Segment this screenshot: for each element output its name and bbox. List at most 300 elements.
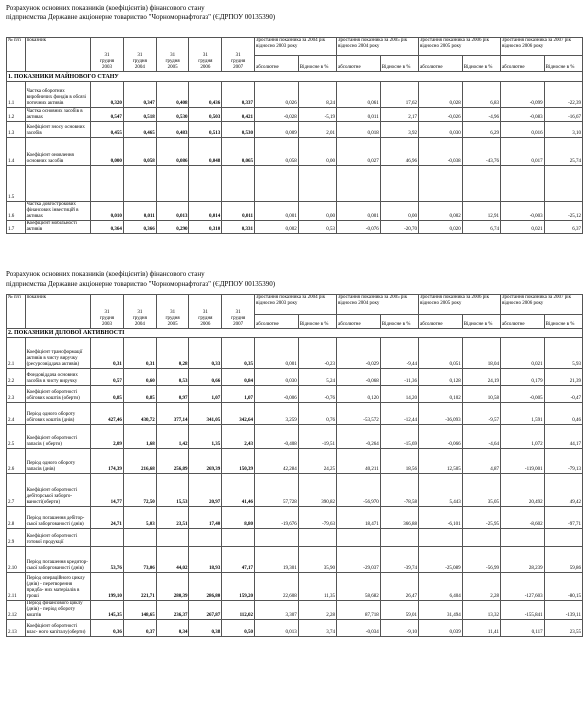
header-absolute: абсолютне [500,315,544,329]
row-value: 0,310 [189,221,222,234]
row-absolute: 0,001 [255,338,299,369]
row-relative: 4,87 [462,449,500,474]
row-value: 72,50 [123,474,156,507]
row-absolute: 0,051 [418,338,462,369]
header-growth-group: Зростання показника за 2006 рік відносно 2005 року [418,295,500,315]
row-relative: 2,17 [380,108,418,122]
row-number: 1.2 [7,108,26,122]
header-relative: Відносне в % [462,315,500,329]
table-row [7,122,583,138]
row-relative: 11,41 [462,620,500,637]
header-absolute: абсолютне [500,56,544,72]
row-relative: -9,57 [462,403,500,425]
header-year: 31 грудня 2003 [91,38,124,72]
row-value: 0,337 [222,82,255,108]
table-row [7,573,583,601]
row-absolute: -8,602 [500,507,544,529]
table1 [6,37,583,234]
row-absolute: -0,066 [418,425,462,449]
row-absolute: 5,443 [418,474,462,507]
row-value: 377,14 [156,403,189,425]
row-absolute [500,166,544,202]
row-value: 0,60 [123,369,156,386]
row-relative: -39,74 [380,547,418,573]
header-growth-group: Зростання показника за 2006 рік відносно 2005 року [418,38,500,56]
row-value: 280,39 [156,573,189,601]
row-value: 1,42 [156,425,189,449]
row-relative: 49,42 [544,474,582,507]
row-value: 2,09 [91,425,124,449]
row-value: 0,014 [189,202,222,221]
table-row [7,547,583,573]
row-relative: 11,35 [298,573,336,601]
row-relative: 13,32 [462,601,500,620]
row-value: 0,483 [156,122,189,138]
row-absolute: 87,718 [337,601,381,620]
header-num: № п/п [7,38,26,72]
row-value: 0,290 [156,221,189,234]
row-value: 112,02 [222,601,255,620]
row-relative: 12,91 [462,202,500,221]
table1-title: Розрахунок основних показників (коефіцієнтів) фінансового стану [6,4,205,12]
row-relative: -80,15 [544,573,582,601]
row-absolute: -0,099 [500,82,544,108]
row-relative: 5,93 [544,338,582,369]
row-absolute: -0,408 [255,425,299,449]
row-number: 1.7 [7,221,26,234]
row-value: 0,058 [123,138,156,166]
table-row [7,221,583,234]
row-relative: 0,46 [544,403,582,425]
row-absolute [418,529,462,547]
header-absolute: абсолютне [337,315,381,329]
header-year: 31 грудня 2007 [222,38,255,72]
row-value: 1,07 [222,386,255,403]
row-absolute: 0,028 [418,82,462,108]
row-value: 5,03 [123,507,156,529]
row-number: 1.4 [7,138,26,166]
header-year: 31 грудня 2005 [156,38,189,72]
row-value: 15,53 [156,474,189,507]
row-absolute: 28,239 [500,547,544,573]
row-value [91,166,124,202]
row-value: 0,33 [189,338,222,369]
row-relative: -97,71 [544,507,582,529]
header-absolute: абсолютне [418,315,462,329]
row-absolute [255,529,299,547]
header-absolute: абсолютне [337,56,381,72]
table-row [7,369,583,386]
row-relative: -5,19 [298,108,336,122]
header-growth-group: Зростання показника за 2004 рік відносно 2003 року [255,295,337,315]
row-indicator: Коефіцієнт мобільності активів [25,221,91,234]
row-absolute: 0,002 [255,221,299,234]
header-name: показник [25,295,91,329]
row-value: 0,455 [91,122,124,138]
row-absolute: -6,101 [418,507,462,529]
row-value: 159,20 [222,573,255,601]
row-relative: -56,99 [462,547,500,573]
row-absolute: -0,068 [337,369,381,386]
table-row [7,166,583,202]
row-relative: -19,51 [298,425,336,449]
table-row [7,108,583,122]
row-relative: 59,86 [544,547,582,573]
row-relative: 2,01 [298,122,336,138]
row-absolute [337,529,381,547]
row-number: 2.13 [7,620,26,637]
row-number: 2.5 [7,425,26,449]
row-indicator: Коефіцієнт оборотності готової продукції [25,529,91,547]
row-absolute: 40,211 [337,449,381,474]
row-relative: 0,00 [298,138,336,166]
row-number: 2.8 [7,507,26,529]
row-value: 0,011 [222,202,255,221]
row-value: 20,97 [189,474,222,507]
table-row [7,449,583,474]
row-indicator: Частка оборотних виробничих фондів в обсязі поточних активів [25,82,91,108]
row-relative: -0,23 [298,338,336,369]
row-absolute: 12,505 [418,449,462,474]
header-growth-group: Зростання показника за 2005 рік відносно 2004 року [337,38,419,56]
row-value: 286,80 [189,573,222,601]
row-absolute: -0,076 [337,221,381,234]
row-absolute: -0,028 [255,108,299,122]
row-relative: 2,28 [462,573,500,601]
row-value: 0,000 [91,138,124,166]
row-absolute: -119,001 [500,449,544,474]
row-absolute: 0,001 [255,202,299,221]
row-number: 1.5 [7,166,26,202]
table-row [7,403,583,425]
row-value: 47,17 [222,547,255,573]
row-indicator: Коефіцієнт оновлення основних засобів [25,138,91,166]
row-absolute: 20,492 [500,474,544,507]
row-relative [380,529,418,547]
row-value: 41,46 [222,474,255,507]
row-relative: -25,95 [462,507,500,529]
header-relative: Відносне в % [380,56,418,72]
header-year: 31 грудня 2004 [123,38,156,72]
row-value [156,529,189,547]
row-absolute: -56,970 [337,474,381,507]
row-value: 236,37 [156,601,189,620]
row-value: 342,64 [222,403,255,425]
row-indicator [25,166,91,202]
header-num: № п/п [7,295,26,329]
row-relative: -79,63 [298,507,336,529]
header-year: 31 грудня 2003 [91,295,124,329]
table-row [7,82,583,108]
header-relative: Відносне в % [544,315,582,329]
row-value: 0,065 [222,138,255,166]
row-value: 1,68 [123,425,156,449]
row-value: 0,011 [123,202,156,221]
row-number: 2.12 [7,601,26,620]
row-value: 1,35 [189,425,222,449]
row-value: 0,84 [222,369,255,386]
row-relative: -43,76 [462,138,500,166]
row-value: 0,530 [222,122,255,138]
row-value: 8,80 [222,507,255,529]
row-relative: 17,62 [380,82,418,108]
row-value: 427,46 [91,403,124,425]
row-relative: -4,64 [462,425,500,449]
row-value: 0,31 [91,338,124,369]
row-value: 0,36 [91,620,124,637]
row-absolute: -25,089 [418,547,462,573]
row-indicator: Коефіцієнт оборотності запасів ( оберти) [25,425,91,449]
row-relative: -22,39 [544,82,582,108]
row-value: 0,347 [123,82,156,108]
row-value [91,529,124,547]
table1-subtitle: підприємства Державне акціонерне товариство "Чорноморнафтогаз" (ЄДРПОУ 00135390) [6,13,276,21]
row-number: 1.1 [7,82,26,108]
table-row [7,529,583,547]
row-absolute: 0,117 [500,620,544,637]
row-absolute: -0,003 [500,202,544,221]
row-value: 53,76 [91,547,124,573]
row-relative: 366,88 [380,507,418,529]
header-year: 31 грудня 2006 [189,295,222,329]
row-relative: 10,58 [462,386,500,403]
row-value: 0,97 [156,386,189,403]
row-relative: 59,01 [380,601,418,620]
row-value [222,166,255,202]
row-value [123,166,156,202]
row-absolute: -0,083 [500,108,544,122]
row-absolute: 0,021 [500,338,544,369]
row-absolute: 1,072 [500,425,544,449]
row-value: 0,048 [189,138,222,166]
row-value: 148,65 [123,601,156,620]
row-value: 267,87 [189,601,222,620]
header-growth-group: Зростання показника за 2004 рік відносно 2003 року [255,38,337,56]
row-relative: -15,69 [380,425,418,449]
row-value: 0,421 [222,108,255,122]
row-value: 0,34 [156,620,189,637]
row-relative: 3,92 [380,122,418,138]
row-indicator: Коефіцієнт оборотності влас- ного капіталу(оберти) [25,620,91,637]
row-indicator: Частка довгострокових фінансових інвестицій в активах [25,202,91,221]
row-value: 221,71 [123,573,156,601]
row-relative: 0,00 [298,202,336,221]
header-relative: Відносне в % [380,315,418,329]
header-relative: Відносне в % [462,56,500,72]
row-relative: 6,74 [462,221,500,234]
row-relative: -139,11 [544,601,582,620]
row-number: 2.11 [7,573,26,601]
row-absolute: 3,307 [255,601,299,620]
row-value: 0,35 [222,338,255,369]
row-relative: 23,55 [544,620,582,637]
row-absolute: 0,021 [500,221,544,234]
row-value: 18,93 [189,547,222,573]
row-absolute: -0,264 [337,425,381,449]
row-absolute: -0,029 [337,338,381,369]
row-absolute: 0,017 [500,138,544,166]
row-indicator: Коефіцієнт зносу основних засобів [25,122,91,138]
row-absolute: -127,603 [500,573,544,601]
row-absolute: 0,030 [255,369,299,386]
row-number: 2.7 [7,474,26,507]
row-value: 0,503 [189,108,222,122]
row-value: 0,66 [189,369,222,386]
row-relative: 5,24 [298,369,336,386]
row-absolute: 19,301 [255,547,299,573]
row-value: 0,31 [123,338,156,369]
row-relative [298,166,336,202]
row-relative: 6,29 [462,122,500,138]
header-year: 31 грудня 2007 [222,295,255,329]
row-number: 2.4 [7,403,26,425]
row-value [222,529,255,547]
row-absolute: -0,006 [255,386,299,403]
row-number: 2.9 [7,529,26,547]
row-number: 2.3 [7,386,26,403]
row-value: 44,02 [156,547,189,573]
header-name: показник [25,38,91,72]
table-row [7,202,583,221]
header-year: 31 грудня 2004 [123,295,156,329]
row-relative: -11,36 [380,369,418,386]
row-value: 150,39 [222,449,255,474]
row-value [189,529,222,547]
row-value: 0,518 [123,108,156,122]
table2-title: Розрахунок основних показників (коефіцієнтів) фінансового стану [6,270,205,278]
table-row [7,138,583,166]
row-relative: -0,47 [544,386,582,403]
row-value: 0,85 [91,386,124,403]
row-absolute: 22,608 [255,573,299,601]
row-relative: 46,96 [380,138,418,166]
row-indicator: Коефіцієнт оборотності обігових коштів (оберти) [25,386,91,403]
row-relative: -9,10 [380,620,418,637]
row-relative [462,529,500,547]
header-growth-group: Зростання показника за 2007 рік відносно 2006 року [500,295,582,315]
row-indicator: Період одного обороту запасів (днів) [25,449,91,474]
row-absolute: 0,102 [418,386,462,403]
row-absolute: 0,016 [500,122,544,138]
row-value: 73,06 [123,547,156,573]
row-value: 0,436 [189,82,222,108]
row-relative: 0,53 [298,221,336,234]
row-absolute: -0,034 [337,620,381,637]
row-indicator: Період фінансового циклу (днів) - період обороту коштів [25,601,91,620]
row-relative: -16,67 [544,108,582,122]
row-absolute: 0,013 [255,620,299,637]
row-value: 0,38 [189,620,222,637]
row-absolute: 1,591 [500,403,544,425]
row-relative [544,166,582,202]
header-year: 31 грудня 2005 [156,295,189,329]
row-number: 2.2 [7,369,26,386]
row-value: 199,10 [91,573,124,601]
row-relative: -25,12 [544,202,582,221]
row-value: 430,72 [123,403,156,425]
row-relative: -9,44 [380,338,418,369]
row-absolute: 0,026 [255,82,299,108]
header-absolute: абсолютне [418,56,462,72]
row-relative: 0,00 [380,202,418,221]
row-value: 0,331 [222,221,255,234]
row-relative [380,166,418,202]
row-relative: 24,19 [462,369,500,386]
header-growth-group: Зростання показника за 2007 рік відносно 2006 року [500,38,582,56]
row-absolute: 0,009 [255,122,299,138]
row-absolute: 0,061 [337,82,381,108]
row-absolute: -36,093 [418,403,462,425]
row-value: 0,320 [91,82,124,108]
row-absolute [255,166,299,202]
header-absolute: абсолютне [255,56,299,72]
row-absolute: -19,676 [255,507,299,529]
row-value: 0,465 [123,122,156,138]
row-absolute: 0,020 [418,221,462,234]
header-relative: Відносне в % [544,56,582,72]
table2-subtitle: підприємства Державне акціонерне товариство "Чорноморнафтогаз" (ЄДРПОУ 00135390) [6,280,276,288]
row-relative: 18,56 [380,449,418,474]
row-relative: -4,96 [462,108,500,122]
row-relative: 44,17 [544,425,582,449]
row-value: 0,010 [91,202,124,221]
row-value: 17,40 [189,507,222,529]
row-relative: 26,47 [380,573,418,601]
row-indicator: Коефіцієнт трансформації активів в чисту виручку (ресурсовіддача активів) [25,338,91,369]
row-absolute: 0,011 [337,108,381,122]
row-relative: 0,76 [298,403,336,425]
row-relative [462,166,500,202]
row-relative: 390,82 [298,474,336,507]
header-year: 31 грудня 2006 [189,38,222,72]
row-value: 23,51 [156,507,189,529]
row-relative: 24,25 [298,449,336,474]
row-value: 0,364 [91,221,124,234]
row-absolute: 0,128 [418,369,462,386]
row-indicator: Період одного обороту обігових коштів (днів) [25,403,91,425]
row-absolute [500,529,544,547]
row-value: 2,43 [222,425,255,449]
row-absolute: 0,058 [255,138,299,166]
row-value: 0,85 [123,386,156,403]
row-value: 0,547 [91,108,124,122]
row-absolute: 0,120 [337,386,381,403]
row-value: 0,28 [156,338,189,369]
row-absolute: -0,026 [418,108,462,122]
row-absolute: 42,284 [255,449,299,474]
row-absolute: 0,179 [500,369,544,386]
section-title: 2. ПОКАЗНИКИ ДІЛОВОЇ АКТИВНОСТІ [7,329,583,338]
row-relative: 25,74 [544,138,582,166]
row-relative: 21,39 [544,369,582,386]
row-indicator: Частка основних засобів в активах [25,108,91,122]
table2 [6,294,583,637]
row-value [156,166,189,202]
row-absolute: 57,728 [255,474,299,507]
row-absolute: 0,039 [418,620,462,637]
row-absolute: 0,027 [337,138,381,166]
row-absolute: -53,572 [337,403,381,425]
row-absolute: 0,002 [418,202,462,221]
header-relative: Відносне в % [298,56,336,72]
row-relative: 35,05 [462,474,500,507]
row-relative: 3,10 [544,122,582,138]
row-value: 0,408 [156,82,189,108]
row-value: 0,530 [156,108,189,122]
row-absolute: 18,471 [337,507,381,529]
row-relative [298,529,336,547]
table-row [7,425,583,449]
